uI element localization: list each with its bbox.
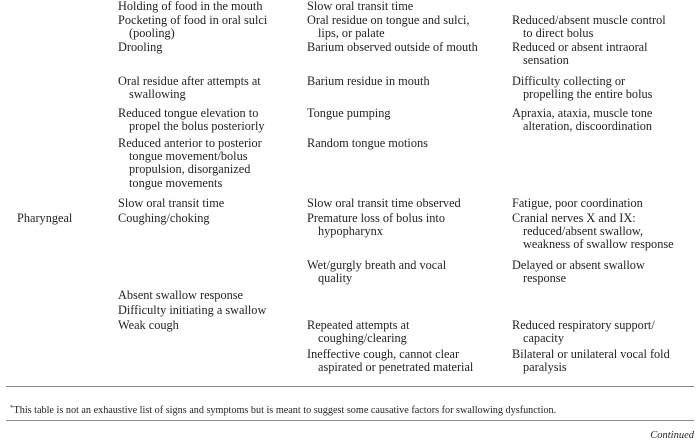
table-footnote [10, 402, 556, 417]
cause-cell: Apraxia, ataxia, muscle tone alteration, discoordination [512, 106, 653, 134]
observation-cell: Slow oral transit time [307, 0, 414, 13]
observation-cell: Repeated attempts at coughing/clearing [307, 318, 410, 346]
sign-cell: Slow oral transit time [118, 196, 225, 210]
footnote-marker: * [10, 404, 14, 412]
sign-cell: Reduced tongue elevation to propel the bolus posteriorly [118, 106, 265, 134]
cause-cell: Reduced respiratory support/ capacity [512, 318, 655, 346]
cause-cell: Cranial nerves X and IX: reduced/absent swallow, weakness of swallow response [512, 211, 674, 252]
cause-cell: Bilateral or unilateral vocal fold paralysis [512, 347, 670, 375]
sign-cell: Pocketing of food in oral sulci (pooling) [118, 13, 268, 41]
category-pharyngeal: Pharyngeal [17, 211, 73, 225]
cause-cell: Difficulty collecting or propelling the entire bolus [512, 74, 653, 102]
cause-cell: Reduced or absent intraoral sensation [512, 40, 648, 68]
observation-cell: Ineffective cough, cannot clear aspirated or penetrated material [307, 347, 474, 375]
sign-cell: Oral residue after attempts at swallowing [118, 74, 261, 102]
observation-cell: Premature loss of bolus into hypopharynx [307, 211, 445, 239]
sign-cell: Coughing/choking [118, 211, 210, 225]
cause-cell: Fatigue, poor coordination [512, 196, 643, 210]
observation-cell: Random tongue motions [307, 136, 428, 150]
continued-label: Continued [650, 430, 694, 441]
observation-cell: Barium residue in mouth [307, 74, 430, 88]
sign-cell: Absent swallow response [118, 288, 243, 302]
observation-cell: Slow oral transit time observed [307, 196, 461, 210]
sign-cell: Weak cough [118, 318, 179, 332]
cause-cell: Reduced/absent muscle control to direct bolus [512, 13, 666, 41]
footnote-bottom-rule [6, 420, 694, 421]
observation-cell: Barium observed outside of mouth [307, 40, 478, 54]
sign-cell: Reduced anterior to posterior tongue movement/bolus propulsion, disorganized tongue movements [118, 136, 262, 190]
footnote-text: This table is not an exhaustive list of signs and symptoms but is meant to suggest some causative factors for swallowing dysfunction. [13, 405, 557, 416]
cause-cell: Delayed or absent swallow response [512, 258, 645, 286]
observation-cell: Tongue pumping [307, 106, 391, 120]
observation-cell: Wet/gurgly breath and vocal quality [307, 258, 447, 286]
sign-cell: Drooling [118, 40, 163, 54]
observation-cell: Oral residue on tongue and sulci, lips, or palate [307, 13, 470, 41]
sign-cell: Holding of food in the mouth [118, 0, 263, 13]
sign-cell: Difficulty initiating a swallow [118, 303, 267, 317]
table-bottom-rule [6, 386, 694, 387]
